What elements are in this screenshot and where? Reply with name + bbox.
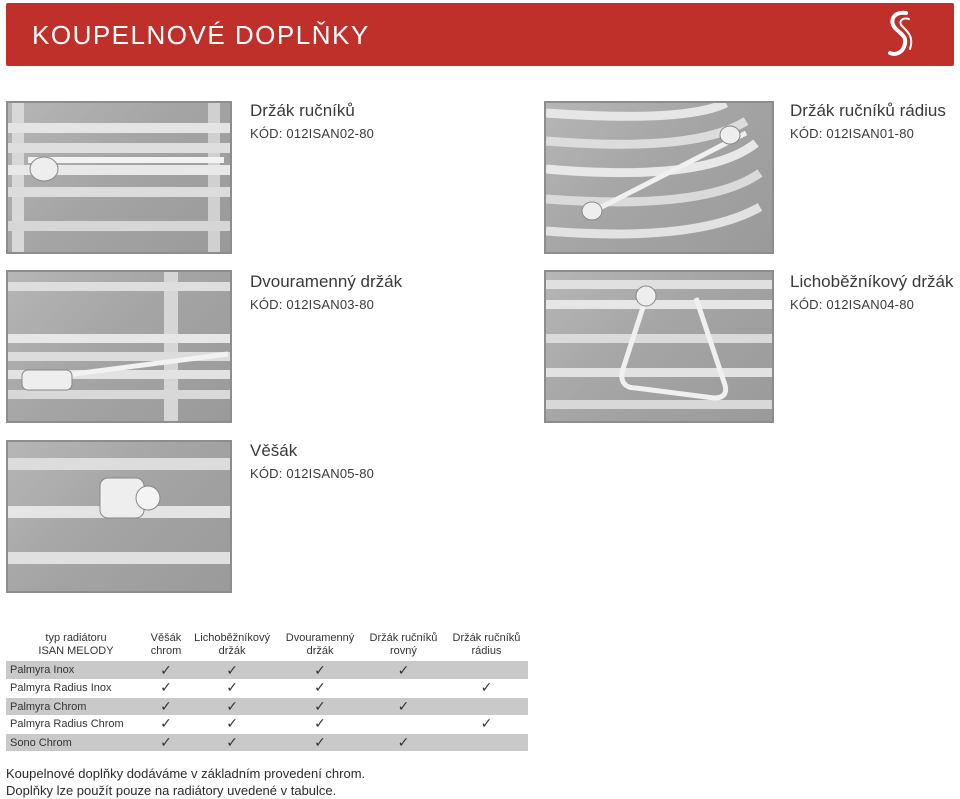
table-header-row — [6, 630, 528, 661]
check-icon: ✓ — [146, 679, 186, 697]
footnote-line: Doplňky lze použít pouze na radiátory uvedené v tabulce. — [6, 783, 337, 798]
check-icon — [362, 679, 445, 697]
check-icon: ✓ — [278, 733, 362, 751]
footnote — [6, 765, 365, 799]
column-header-line: držák — [218, 645, 246, 657]
check-icon — [445, 733, 528, 751]
page-title: KOUPELNOVÉ DOPLŇKY — [32, 20, 370, 50]
check-icon: ✓ — [362, 697, 445, 715]
product-name: Držák ručníků — [250, 101, 355, 120]
check-icon: ✓ — [362, 661, 445, 679]
product-code: KÓD: 012ISAN02-80 — [250, 126, 375, 141]
row-label: Palmyra Inox — [6, 661, 146, 679]
check-icon: ✓ — [278, 661, 362, 679]
column-header-line: Držák ručníků — [369, 632, 438, 644]
product-photo-radius-towel-holder — [544, 101, 774, 254]
table-row — [6, 715, 528, 733]
product-name: Držák ručníků rádius — [790, 101, 946, 120]
check-icon: ✓ — [186, 715, 278, 733]
column-header — [362, 630, 445, 661]
table-row — [6, 679, 528, 697]
check-icon: ✓ — [186, 661, 278, 679]
column-header-line: chrom — [150, 645, 182, 657]
column-header-line: rovný — [389, 645, 417, 657]
footnote-line: Koupelnové doplňky dodáváme v základním provedení chrom. — [6, 766, 366, 781]
product-code: KÓD: 012ISAN05-80 — [250, 466, 375, 481]
check-icon: ✓ — [186, 679, 278, 697]
check-icon: ✓ — [445, 715, 528, 733]
check-icon: ✓ — [362, 733, 445, 751]
column-header-line: rádius — [471, 645, 502, 657]
check-icon: ✓ — [186, 733, 278, 751]
product-photo-double-arm-holder — [6, 270, 232, 423]
column-header — [6, 630, 146, 661]
check-icon: ✓ — [278, 697, 362, 715]
check-icon — [445, 697, 528, 715]
row-label: Palmyra Radius Inox — [6, 679, 146, 697]
product-photo-towel-holder — [6, 101, 232, 254]
product-name: Dvouramenný držák — [250, 272, 403, 291]
check-icon: ✓ — [445, 679, 528, 697]
product-code: KÓD: 012ISAN03-80 — [250, 297, 375, 312]
check-icon: ✓ — [146, 697, 186, 715]
check-icon: ✓ — [278, 679, 362, 697]
column-header-line: Věšák — [150, 632, 182, 644]
check-icon — [445, 661, 528, 679]
column-header — [186, 630, 278, 661]
row-label: Palmyra Chrom — [6, 697, 146, 715]
header-banner — [6, 3, 954, 66]
table-row — [6, 733, 528, 751]
product-name: Věšák — [250, 441, 298, 460]
product-photo-hook — [6, 440, 232, 593]
check-icon: ✓ — [146, 661, 186, 679]
table-row — [6, 697, 528, 715]
row-label: Sono Chrom — [6, 733, 146, 751]
column-header — [146, 630, 186, 661]
column-header-line: typ radiátoru — [45, 632, 107, 644]
column-header-line: Držák ručníků — [452, 632, 521, 644]
column-header-line: Lichoběžníkový — [194, 632, 270, 644]
brand-logo-icon — [880, 7, 920, 63]
check-icon: ✓ — [278, 715, 362, 733]
column-header-line: ISAN MELODY — [38, 645, 114, 657]
product-code: KÓD: 012ISAN01-80 — [790, 126, 915, 141]
table-row — [6, 661, 528, 679]
column-header — [278, 630, 362, 661]
column-header-line: držák — [306, 645, 334, 657]
check-icon: ✓ — [146, 715, 186, 733]
column-header — [445, 630, 528, 661]
check-icon — [362, 715, 445, 733]
product-photo-trapezoid-holder — [544, 270, 774, 423]
check-icon: ✓ — [146, 733, 186, 751]
compatibility-table — [6, 630, 528, 751]
product-name: Lichoběžníkový držák — [790, 272, 954, 291]
column-header-line: Dvouramenný — [285, 632, 355, 644]
row-label: Palmyra Radius Chrom — [6, 715, 146, 733]
check-icon: ✓ — [186, 697, 278, 715]
product-code: KÓD: 012ISAN04-80 — [790, 297, 915, 312]
